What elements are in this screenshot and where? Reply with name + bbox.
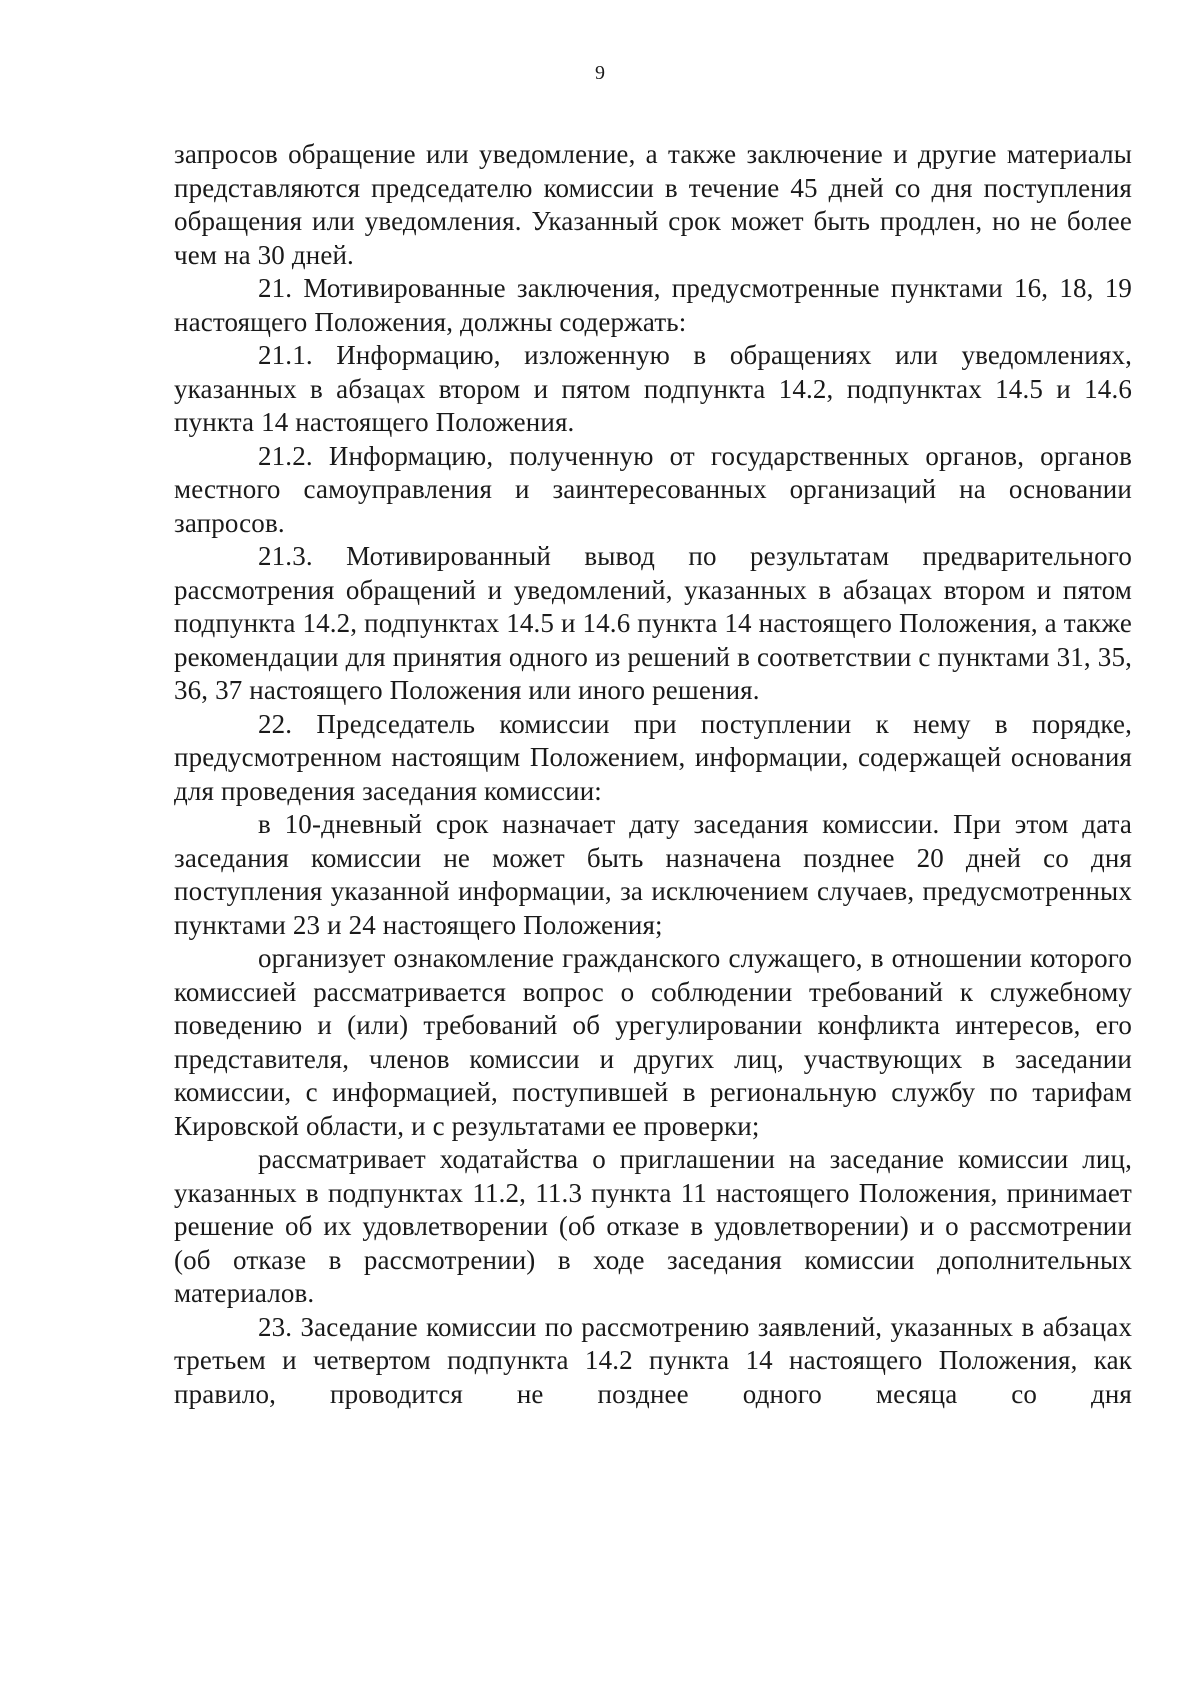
paragraph-continuation: запросов обращение или уведомление, а также заключение и другие материалы представляются председателю комиссии в течение 45 дней со дня поступления обращения или уведомления. Указанный срок может быть продлен, но не более чем на 30 дней.: [174, 139, 1132, 270]
paragraph-21-2: 21.2. Информацию, полученную от государственных органов, органов местного самоуправления и заинтересованных организаций на основании запросов.: [174, 440, 1132, 538]
document-body: [174, 138, 1132, 1411]
paragraph-22-item-date: в 10-дневный срок назначает дату заседания комиссии. При этом дата заседания комиссии не может быть назначена позднее 20 дней со дня поступления указанной информации, за исключением случаев, предусмотренных пунктами 23 и 24 настоящего Положения;: [174, 809, 1132, 940]
paragraph-22-item-familiarization: организует ознакомление гражданского служащего, в отношении которого комиссией рассматривается вопрос о соблюдении требований к служебному поведению и (или) требований об урегулировании конфликта интересов, его представителя, членов комиссии и других лиц, участвующих в заседании комиссии, с информацией, поступившей в региональную службу по тарифам Кировской области, и с результатами ее проверки;: [174, 943, 1132, 1141]
paragraph-23: 23. Заседание комиссии по рассмотрению заявлений, указанных в абзацах третьем и четвертом подпункта 14.2 пункта 14 настоящего Положения, как правило, проводится не позднее одного месяца со дня: [174, 1311, 1132, 1409]
paragraph-21: 21. Мотивированные заключения, предусмотренные пунктами 16, 18, 19 настоящего Положения, должны содержать:: [174, 273, 1132, 337]
paragraph-22-item-petitions: рассматривает ходатайства о приглашении на заседание комиссии лиц, указанных в подпунктах 11.2, 11.3 пункта 11 настоящего Положения, принимает решение об их удовлетворении (об отказе в удовлетворении) и о рассмотрении (об отказе в рассмотрении) в ходе заседания комиссии дополнительных материалов.: [174, 1144, 1132, 1308]
paragraph-22: 22. Председатель комиссии при поступлении к нему в порядке, предусмотренном настоящим Положением, информации, содержащей основания для проведения заседания комиссии:: [174, 708, 1132, 806]
paragraph-21-1: 21.1. Информацию, изложенную в обращениях или уведомлениях, указанных в абзацах втором и пятом подпункта 14.2, подпунктах 14.5 и 14.6 пункта 14 настоящего Положения.: [174, 340, 1132, 437]
page-number: 9: [595, 62, 605, 84]
paragraph-21-3: 21.3. Мотивированный вывод по результатам предварительного рассмотрения обращений и уведомлений, указанных в абзацах втором и пятом подпункта 14.2, подпунктах 14.5 и 14.6 пункта 14 настоящего Положения, а также рекомендации для принятия одного из решений в соответствии с пунктами 31, 35, 36, 37 настоящего Положения или иного решения.: [174, 541, 1132, 705]
